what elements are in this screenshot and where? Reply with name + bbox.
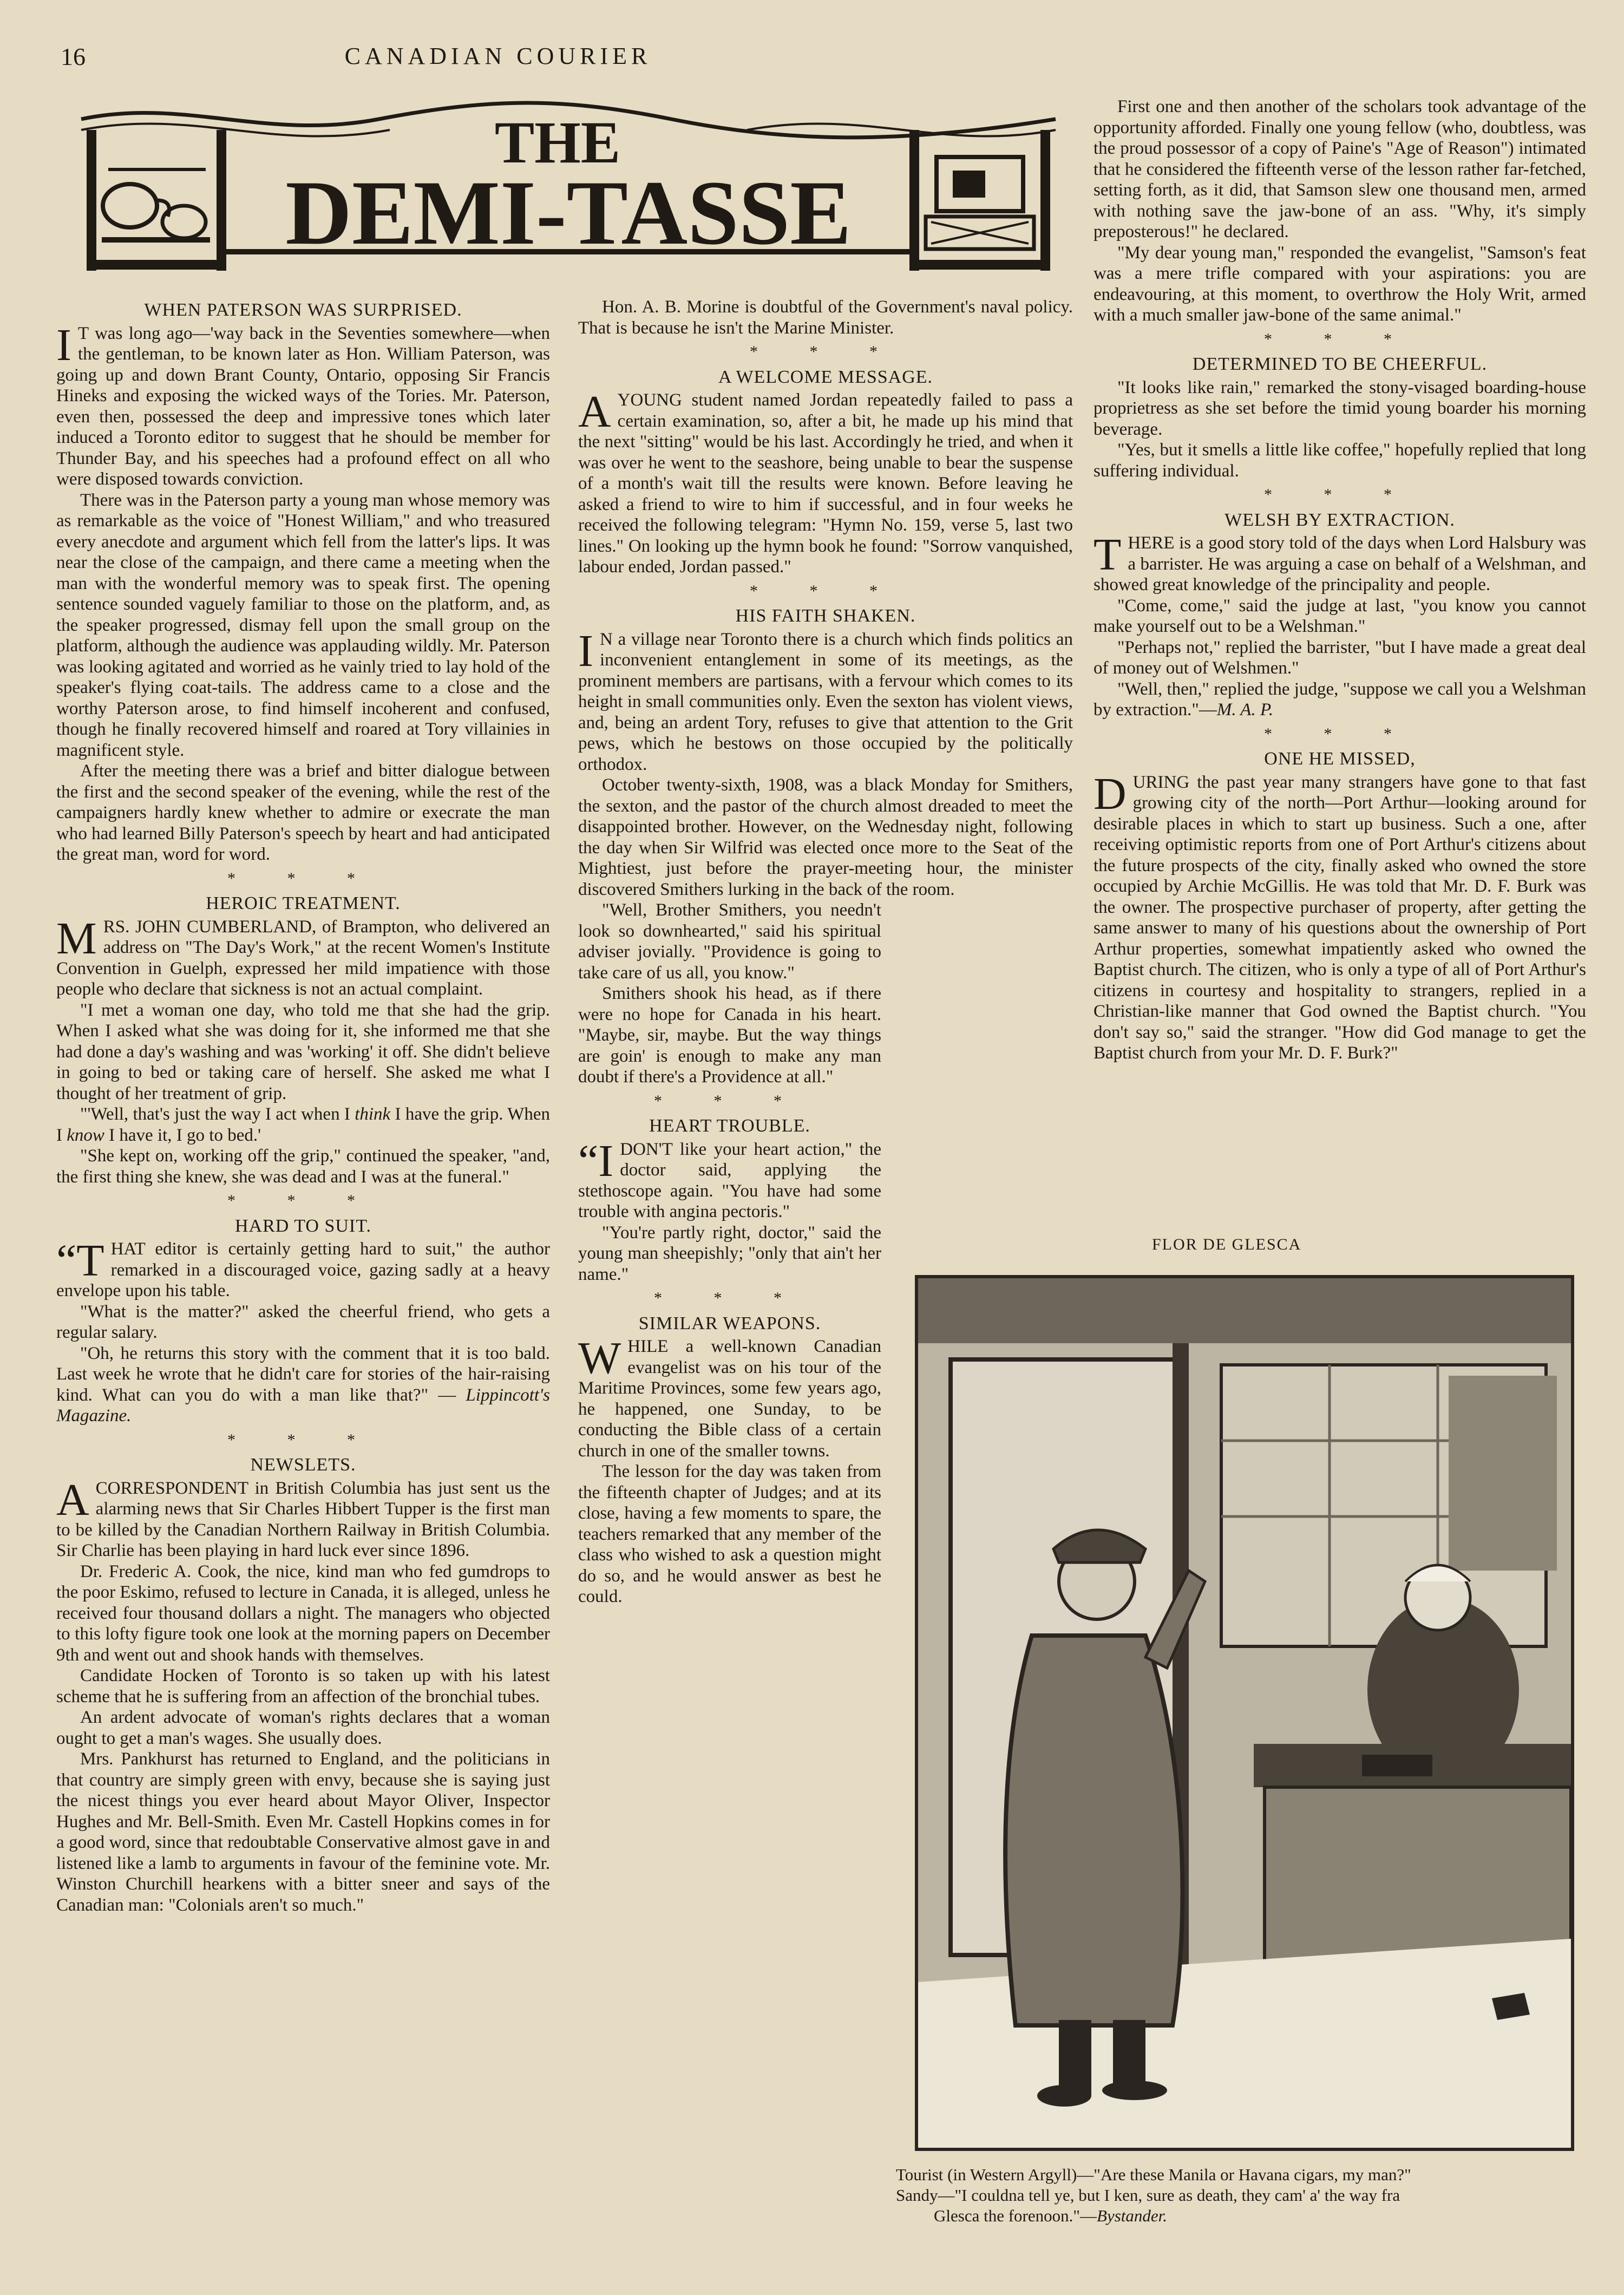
- illustration-title: FLOR DE GLESCA: [1152, 1235, 1302, 1253]
- article-paragraph: There was in the Paterson party a young man whose memory was as remarkable as the voice of "Honest William," and who treasured every anecdote and argument which fell from the latter's lips. It was near the close of the campaign, and there came a meeting when the man with the wonderful memory was to speak first. The opening sentence sounded vaguely familiar to those on the platform, and, as the speaker progressed, dismay fell upon the small group on the platform, although the audience was applauding wildly. Mr. Paterson was looking agitated and worried as he vainly tried to lay hold of the speaker's flying coat-tails. The address came to a close and the worthy Paterson arose, to find himself incoherent and confused, though he finally recovered himself and roared at Tory villainies in magnificent style.: [56, 490, 550, 760]
- running-title: CANADIAN COURIER: [344, 43, 652, 69]
- drop-cap: “T: [56, 1235, 104, 1286]
- drop-cap: “I: [578, 1135, 614, 1186]
- drop-cap: A: [56, 1474, 89, 1525]
- article-heading: HEART TROUBLE.: [649, 1116, 810, 1136]
- article-paragraph: I T was long ago—'way back in the Seventies somewhere—when the gentleman, to be known later as Hon. William Paterson, was going up and down Brant County, Ontario, opposing Sir Francis Hineks and exposing the wicked ways of the Tories. Mr. Paterson, even then, possessed the deep and impressive tones which later induced a Toronto editor to suggest that he should be member for Thunder Bay, and his speeches had a profound effect on all who were disposed towards conviction.: [56, 319, 550, 489]
- caption-line: Sandy—"I couldna tell ye, but I ken, sure as death, they cam' a' the way fra: [896, 2186, 1400, 2205]
- article-paragraph: "Come, come," said the judge at last, "you know you cannot make yourself out to be a Welshman.": [1093, 596, 1586, 636]
- article-paragraph: I N a village near Toronto there is a church which finds politics an inconvenient entanglement in some of its meetings, as the prominent members are partisans, with a fervour which comes to its height in small communities only. Even the sexton has violent views, and, being an ardent Tory, refuses to give that attention to the Grit pews, which he bestows on those occupied by the politically orthodox.: [578, 625, 1073, 774]
- article-paragraph: "Well, Brother Smithers, you needn't look so downhearted," said his spiritual adviser jovially. "Providence is going to take care of us all, you know.": [578, 900, 881, 983]
- article-paragraph: “IDON'T like your heart action," the doctor said, applying the stethoscope again. "You have had some trouble with angina pectoris.": [578, 1135, 881, 1221]
- article-paragraph: DURING the past year many strangers have gone to that fast growing city of the north—Port Arthur—looking around for desirable places in which to start up business. Such a one, after receiving optimistic reports from one of Port Arthur's citizens about the future prospects of the city, finally asked who owned the store occupied by Archie McGillis. He was told that Mr. D. F. Burk was the owner. The prospective purchaser of property, after getting the same answer to many of his questions about the ownership of Port Arthur properties, somewhat impatiently asked who owned the Baptist church. The citizen, who is only a type of all of Port Arthur's citizens in courtesy and hospitality to strangers, replied in a Christian-like manner that God owned the Baptist church. "You don't say so," said the stranger. "How did God manage to get the Baptist church from your Mr. D. F. Burk?": [1093, 768, 1586, 1063]
- masthead-banner: [76, 97, 1061, 276]
- section-separator: * * *: [227, 1430, 379, 1449]
- caption-line: Glesca the forenoon."—Bystander.: [934, 2206, 1168, 2225]
- cartoon-illustration: [915, 1275, 1574, 2151]
- illustration-caption: [896, 2165, 1589, 2226]
- article-paragraph: Smithers shook his head, as if there were no hope for Canada in his heart. "Maybe, sir, maybe. But the way things are goin' is enough to make any man doubt if there's a Providence at all.": [578, 984, 881, 1087]
- drop-cap: T: [1093, 529, 1122, 580]
- section-separator: * * *: [1264, 330, 1416, 348]
- section-separator: * * *: [227, 869, 379, 887]
- article-heading: HARD TO SUIT.: [235, 1215, 371, 1236]
- article-heading: HEROIC TREATMENT.: [206, 893, 401, 913]
- article-paragraph: Candidate Hocken of Toronto is so taken up with his latest scheme that he is suffering from an affection of the bronchial tubes.: [56, 1666, 550, 1706]
- article-heading: WHEN PATERSON WAS SURPRISED.: [144, 300, 462, 320]
- section-separator: * * *: [750, 343, 901, 361]
- article-heading: NEWSLETS.: [250, 1455, 356, 1475]
- drop-cap: W: [578, 1333, 621, 1383]
- masthead-title-the: THE: [494, 109, 621, 175]
- article-paragraph: Mrs. Pankhurst has returned to England, and the politicians in that country are simply green with envy, because she is saying just the nicest things you ever heard about Mayor Oliver, Inspector Hughes and Mr. Bell-Smith. Even Mr. Castell Hopkins comes in for a good word, since that redoubtable Conservative almost gave in and listened like a lamb to arguments in favour of the feminine vote. Mr. Winston Churchill hearkens with a bitter sneer and says of the Canadian man: "Colonials aren't so much.": [56, 1749, 550, 1915]
- column-3: [1093, 96, 1586, 1064]
- section-separator: * * *: [1264, 486, 1416, 504]
- drop-cap: D: [1093, 768, 1127, 819]
- article-paragraph: "You're partly right, doctor," said the young man sheepishly; "only that ain't her name.": [578, 1222, 881, 1284]
- article-paragraph: After the meeting there was a brief and bitter dialogue between the first and the second speaker of the evening, while the rest of the campaigners hardly knew whether to admire or execrate the man who had learned Billy Paterson's speech by heart and had anticipated the great man, word for word.: [56, 761, 550, 864]
- article-heading: WELSH BY EXTRACTION.: [1224, 509, 1455, 530]
- shop-scene-drawing: [918, 1278, 1571, 2148]
- article-paragraph: Dr. Frederic A. Cook, the nice, kind man who fed gumdrops to the poor Eskimo, refused to lecture in Canada, it is alleged, unless he received four thousand dollars a night. The managers who objected to this lofty figure took one look at the morning papers on December 9th and went out and shook hands with themselves.: [56, 1561, 550, 1665]
- article-paragraph: “THAT editor is certainly getting hard to suit," the author remarked in a discouraged voice, gazing sadly at a heavy envelope upon his table.: [56, 1235, 550, 1300]
- article-paragraph: "Yes, but it smells a little like coffee," hopefully replied that long suffering individual.: [1093, 440, 1586, 481]
- article-paragraph: ACORRESPONDENT in British Columbia has just sent us the alarming news that Sir Charles Hibbert Tupper is the first man to be killed by the Canadian Northern Railway in British Columbia. Sir Charlie has been playing in hard luck ever since 1896.: [56, 1474, 550, 1560]
- narrow-column-block: [578, 900, 881, 1607]
- page-number: 16: [61, 43, 86, 70]
- article-paragraph: "I met a woman one day, who told me that she had the grip. When I asked what she was doing for it, she informed me that she had done a day's washing and was 'working' it off. She didn't believe in going to bed or taking care of herself. She asked me what I thought of her treatment of grip.: [56, 1000, 550, 1103]
- section-separator: * * *: [227, 1192, 379, 1209]
- article-paragraph: "She kept on, working off the grip," continued the speaker, "and, the first thing she knew, she was dead and I was at the funeral.": [56, 1146, 550, 1187]
- article-paragraph: "Perhaps not," replied the barrister, "but I have made a great deal of money out of Welshmen.": [1093, 637, 1586, 678]
- caption-line: Tourist (in Western Argyll)—"Are these Manila or Havana cigars, my man?": [896, 2165, 1411, 2184]
- section-separator: * * *: [750, 581, 901, 600]
- article-paragraph: "Oh, he returns this story with the comment that it is too bald. Last week he wrote that he didn't care for stories of the hair-raising kind. What can you do with a man like that?" — Lippincott's Magazine.: [56, 1343, 550, 1426]
- article-heading: SIMILAR WEAPONS.: [638, 1313, 821, 1333]
- drop-cap: I: [578, 625, 593, 676]
- article-heading: ONE HE MISSED,: [1264, 749, 1416, 769]
- demi-tasse-masthead: [76, 97, 1061, 276]
- section-separator: * * *: [654, 1091, 806, 1110]
- article-paragraph: An ardent advocate of woman's rights declares that a woman ought to get a man's wages. She usually does.: [56, 1708, 550, 1748]
- drop-cap: M: [56, 913, 97, 964]
- column-1: [56, 297, 550, 1915]
- article-paragraph: "My dear young man," responded the evangelist, "Samson's feat was a mere trifle compared with your aspirations: you are endeavouring, at this moment, to overthrow the Holy Writ, armed with a much smaller jaw-bone of the same animal.": [1093, 243, 1586, 325]
- article-heading: A WELCOME MESSAGE.: [718, 367, 933, 387]
- article-paragraph: THERE is a good story told of the days when Lord Halsbury was a barrister. He was arguing a case on behalf of a Welshman, and showed great knowledge of the principality and people.: [1093, 529, 1586, 594]
- article-paragraph: "What is the matter?" asked the cheerful friend, who gets a regular salary.: [56, 1302, 550, 1342]
- article-paragraph: "Well, then," replied the judge, "suppose we call you a Welshman by extraction."—M. A. P.: [1093, 679, 1586, 720]
- section-separator: * * *: [1264, 724, 1416, 743]
- masthead-title-demitasse: DEMI-TASSE: [285, 162, 852, 264]
- article-paragraph: Hon. A. B. Morine is doubtful of the Government's naval policy. That is because he isn't the Marine Minister.: [578, 297, 1073, 338]
- article-heading: DETERMINED TO BE CHEERFUL.: [1192, 354, 1488, 374]
- article-paragraph: The lesson for the day was taken from the fifteenth chapter of Judges; and at its close, having a few moments to spare, the teachers remarked that any member of the class who wished to ask a question might do so, and he would answer as best he could.: [578, 1462, 881, 1606]
- section-separator: * * *: [654, 1289, 806, 1307]
- drop-cap: I: [56, 319, 71, 370]
- article-paragraph: October twenty-sixth, 1908, was a black Monday for Smithers, the sexton, and the pastor of the church almost dreaded to meet the disappointed brother. However, on the Wednesday night, following the day when Sir Wilfrid was elected once more to the Seat of the Mightiest, just before the prayer-meeting hour, the minister discovered Smithers lurking in the back of the room.: [578, 775, 1073, 899]
- article-paragraph: MRS. JOHN CUMBERLAND, of Brampton, who delivered an address on "The Day's Work," at the recent Women's Institute Convention in Guelph, expressed her mild impatience with those people who declare that sickness is not an actual complaint.: [56, 913, 550, 999]
- article-paragraph: AYOUNG student named Jordan repeatedly failed to pass a certain examination, so, after a bit, he made up his mind that the next "sitting" would be his last. Accordingly he tried, and when it was over he went to the seashore, being unable to bear the suspense of a month's wait till the results were known. Before leaving he asked a friend to wire to him if successful, and in four weeks he received the following telegram: "Hymn No. 159, verse 5, last two lines." On looking up the hymn book he found: "Sorrow vanquished, labour ended, Jordan passed.": [578, 387, 1073, 577]
- drop-cap: A: [578, 387, 611, 437]
- article-paragraph: "'Well, that's just the way I act when I think I have the grip. When I know I have it, I go to bed.': [56, 1104, 550, 1145]
- article-heading: HIS FAITH SHAKEN.: [735, 606, 916, 626]
- article-paragraph: First one and then another of the scholars took advantage of the opportunity afforded. Finally one young fellow (who, doubtless, was the proud possessor of a copy of Paine's "Age of Reason") intimated that he considered the fifteenth verse of the lesson rather far-fetched, setting forth, as it did, that Samson slew one thousand men, armed with nothing save the jaw-bone of an ass. "Why, it's simply preposterous!" he declared.: [1093, 97, 1586, 241]
- article-paragraph: WHILE a well-known Canadian evangelist was on his tour of the Maritime Provinces, some few years ago, he happened, one Sunday, to be conducting the Bible class of a certain church in one of the smaller towns.: [578, 1333, 881, 1461]
- article-paragraph: "It looks like rain," remarked the stony-visaged boarding-house proprietress as she set before the timid young boarder his morning beverage.: [1093, 377, 1586, 439]
